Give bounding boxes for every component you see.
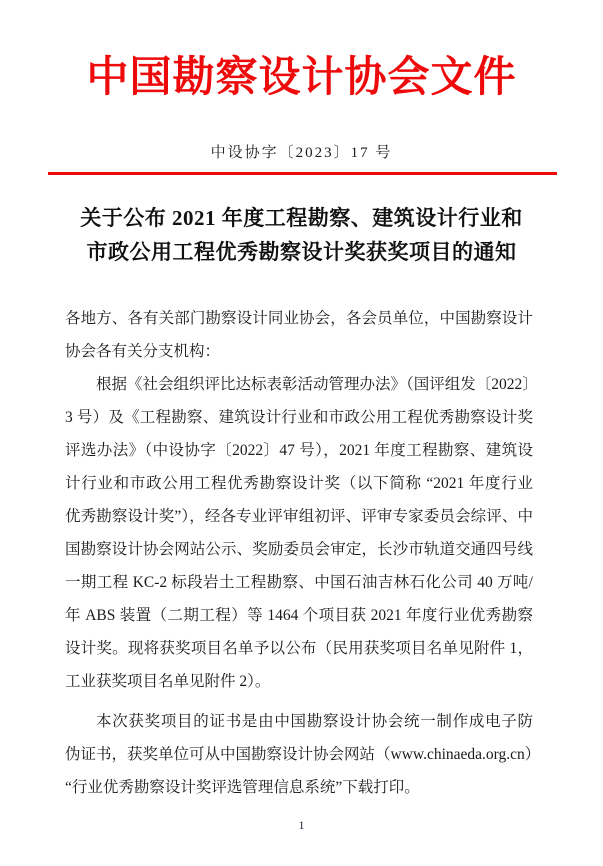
body-line: 年 ABS 装置（二期工程）等 1464 个项目获 2021 年度行业优秀勘察 — [65, 607, 533, 624]
body-line: 评选办法》（中设协字〔2022〕47 号），2021 年度工程勘察、建筑设 — [65, 442, 533, 459]
document-number: 中设协字〔2023〕17 号 — [210, 145, 393, 161]
body-line: 计行业和市政公用工程优秀勘察设计奖（以下简称 “2021 年度行业 — [65, 475, 533, 492]
letterhead-title: 中国勘察设计协会文件 — [86, 55, 517, 101]
body-line: 一期工程 KC-2 标段岩土工程勘察、中国石油吉林石化公司 40 万吨/ — [65, 574, 533, 591]
body-line: 国勘察设计协会网站公示、奖励委员会审定，长沙市轨道交通四号线 — [65, 541, 533, 558]
body-line: 根据《社会组织评比达标表彰活动管理办法》（国评组发〔2022〕 — [96, 376, 538, 393]
body-line: 协会各有关分支机构： — [65, 343, 221, 360]
body-line: 各地方、各有关部门勘察设计同业协会，各会员单位，中国勘察设计 — [65, 310, 533, 327]
notice-title-line-1: 关于公布 2021 年度工程勘察、建筑设计行业和 — [80, 206, 523, 230]
notice-title — [0, 201, 603, 269]
body-line: 3 号）及《工程勘察、建筑设计行业和市政公用工程优秀勘察设计奖 — [65, 409, 533, 426]
body-line: 伪证书，获奖单位可从中国勘察设计协会网站（www.chinaeda.org.cn） — [65, 746, 541, 763]
body-line: “行业优秀勘察设计奖评选管理信息系统”下载打印。 — [65, 779, 420, 796]
notice-title-line-2: 市政公用工程优秀勘察设计奖获奖项目的通知 — [86, 240, 517, 264]
red-divider-rule — [48, 172, 557, 175]
document-body — [65, 302, 541, 804]
body-line: 本次获奖项目的证书是由中国勘察设计协会统一制作成电子防 — [96, 713, 533, 730]
body-line: 工业获奖项目名单见附件 2）。 — [65, 673, 271, 690]
body-line: 设计奖。现将获奖项目名单予以公布（民用获奖项目名单见附件 1， — [65, 640, 533, 657]
body-line: 优秀勘察设计奖”），经各专业评审组初评、评审专家委员会综评、中 — [65, 508, 533, 525]
page-number: 1 — [298, 818, 305, 832]
